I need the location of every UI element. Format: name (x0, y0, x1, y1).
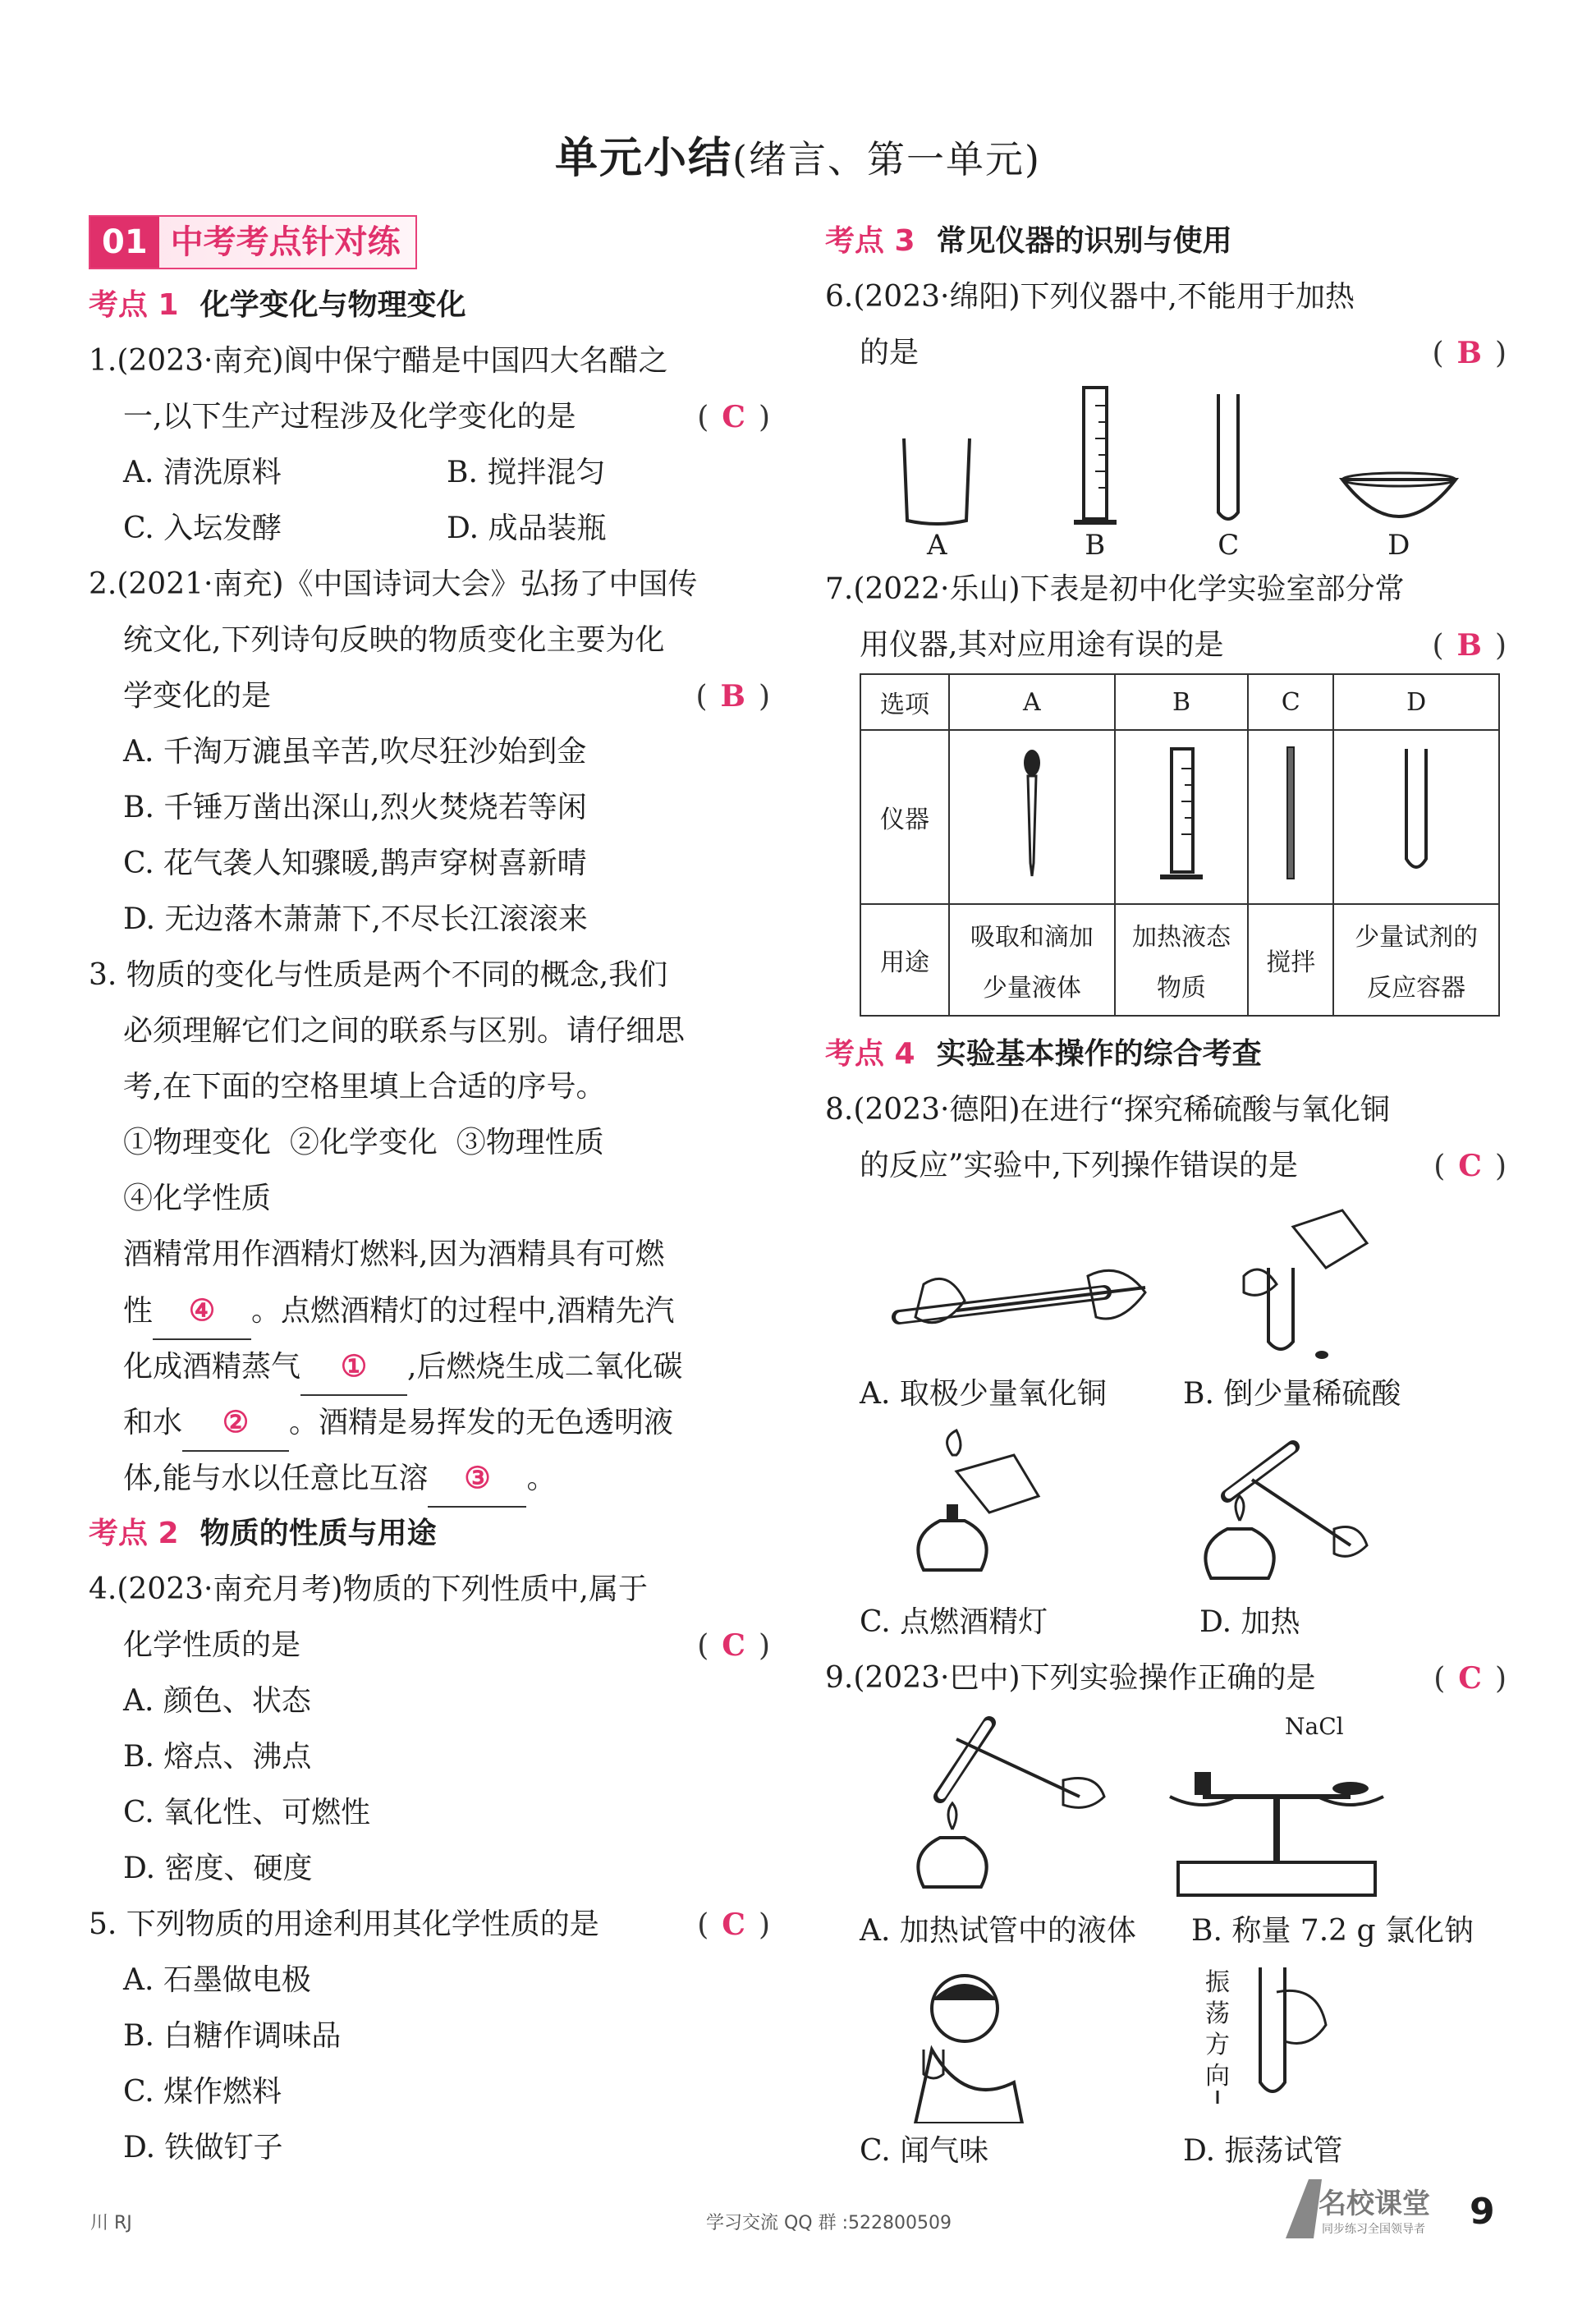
question-1: 1.(2023·南充)阆中保宁醋是中国四大名醋之 (89, 344, 668, 378)
blank-4: ③ (428, 1450, 526, 1508)
q9-figures-top (825, 1706, 1507, 1903)
balance-figure: NaCl (1153, 1706, 1433, 1903)
question-4: 4.(2023·南充月考)物质的下列性质中,属于 (89, 1572, 648, 1606)
question-7: 7.(2022·乐山)下表是初中化学实验室部分常 (825, 572, 1405, 606)
blank-3: ② (182, 1394, 289, 1452)
question-2: 2.(2021·南充)《中国诗词大会》弘扬了中国传 (89, 567, 698, 601)
question-9: 9.(2023·巴中)下列实验操作正确的是 ( C ) (825, 1650, 1507, 1706)
test-tube-figure: C (1212, 389, 1245, 562)
left-column: 01 中考考点针对练 考点 1 化学变化与物理变化 1.(2023·南充)阆中保宁醋是中国四大名醋之 一,以下生产过程涉及化学变化的是 ( C ) A. 清洗原料 B. 搅拌混匀 C. 入坛发酵 D. 成品装瓶 2.(2021·南充)《中国诗词大会》弘扬了中国传 统文化,下列诗句反映的物质变化主要为化 学变化的是 ( B ) A. 千淘万漉虽辛苦,吹尽狂沙始到金 B. 千锤万凿出深山,烈火焚烧若等闲 C. 花气袭人知骤暖,鹊声穿树喜新晴 D. 无边落木萧萧下,不尽长江滚滚来 3. 物质的变化与性质是两个不同的概念,我们 必须理解它们之间的联系与区别。请仔细思 考,在下面的空格里填上合适的序号。 ①物理变化 ②化学变化 ③物理性质 ④化学性质 酒精常用作酒精灯燃料,因为酒精具有可燃 性 ④ 。点燃酒精灯的过程中,酒精先汽 化成酒精蒸气 ① ,后燃烧生成二氧化碳 和水 ② 。酒精是易挥发的无色透明液 体,能与水以任意比互溶 ③ 。 考点 2 物质的性质与用途 4.(2023·南充月考)物质的下列性质中,属于 化学性质的是 ( C ) A. 颜色、状态 B. 熔点、沸点 C. 氧化性、可燃性 D. 密度、硬度 5. 下列物质的用途利用其化学性质的是 ( C ) A. 石墨做电极 B. 白糖作调味品 C. 煤作燃料 D. 铁做钉子 (89, 213, 770, 2176)
beaker-figure: A (896, 430, 978, 562)
question-3: 3. 物质的变化与性质是两个不同的概念,我们 (89, 958, 668, 992)
q9-figures-bottom (825, 1959, 1507, 2123)
tube-figure (1333, 730, 1499, 904)
graduated-cylinder-figure: B (1071, 381, 1120, 562)
answer-4: ( C ) (697, 1628, 770, 1663)
topic-1-heading: 考点 1 化学变化与物理变化 (89, 288, 466, 322)
answer-6: ( B ) (1432, 336, 1507, 370)
q8-figures-top (825, 1194, 1507, 1366)
section-header: 01 中考考点针对练 (89, 215, 417, 269)
shake-tube-figure (1153, 1959, 1433, 2123)
answer-9: ( C ) (1433, 1661, 1507, 1696)
instrument-table: 选项 A B C D 仪器 用途 吸取和滴加 少量液体 加热液态 物质 搅拌 少量试剂的 反应容器 (860, 673, 1500, 1017)
instrument-figures (825, 381, 1507, 562)
answer-1: ( C ) (697, 400, 770, 434)
topic-2-heading: 考点 2 物质的性质与用途 (89, 1517, 437, 1550)
blank-1: ④ (153, 1283, 251, 1340)
footer-qq-group: 学习交流 QQ 群 :522800509 (706, 2213, 952, 2233)
topic-3-heading: 考点 3 常见仪器的识别与使用 (825, 224, 1232, 258)
shake-direction-label: 振 荡 方 向 (1205, 1968, 1230, 2091)
dropper-figure (949, 730, 1115, 904)
smell-gas-figure (874, 1959, 1153, 2123)
blank-2: ① (300, 1338, 407, 1396)
footer-edition: 川 RJ (90, 2213, 132, 2233)
q8-figures-bottom (825, 1422, 1507, 1595)
page-number: 9 (1470, 2191, 1495, 2233)
glass-rod-figure (1248, 730, 1333, 904)
heating-figure (1153, 1422, 1433, 1595)
answer-7: ( B ) (1432, 628, 1507, 663)
answer-2: ( B ) (695, 679, 770, 714)
answer-5: ( C ) (697, 1907, 770, 1942)
light-alcohol-lamp-figure (874, 1422, 1153, 1595)
brand-logo: 名校课堂 同步练习全国领导者 (1281, 2176, 1453, 2242)
take-copper-oxide-figure (874, 1194, 1153, 1366)
evaporating-dish-figure: D (1337, 463, 1461, 562)
topic-4-heading: 考点 4 实验基本操作的综合考查 (825, 1037, 1262, 1071)
question-8: 8.(2023·德阳)在进行“探究稀硫酸与氧化铜 (825, 1093, 1390, 1127)
question-6: 6.(2023·绵阳)下列仪器中,不能用于加热 (825, 280, 1355, 314)
cylinder-figure (1115, 730, 1248, 904)
right-column: 考点 3 常见仪器的识别与使用 6.(2023·绵阳)下列仪器中,不能用于加热 的是 ( B ) A B C D 7.(2022·乐山)下表是初中化学实验室部分常 用仪器,其对应用途有误的是 ( B ) 选项 A B C D 仪器 用途 吸取和滴加 少量液体 加热液态 物质 搅拌 少量试剂的 反应容器 考点 4 实验基本操作的综合考查 8.(2023·德阳)在进行“探究稀硫酸与氧化铜 的反应”实验中,下列操作错误的是 ( C ) A. 取极少量氧化铜 B. 倒少量稀硫酸 C. 点燃酒精灯 D. 加热 9.(2023·巴中)下列实验操作正确的是 ( C ) NaCl A. 加热试管中的液体 B. 称量 7.2 g 氯化钠 振 荡 方 向 C. 闻气味 D. 振荡试管 (825, 213, 1507, 2179)
pour-sulfuric-acid-figure (1153, 1194, 1433, 1366)
answer-8: ( C ) (1433, 1149, 1507, 1183)
heat-liquid-figure (874, 1706, 1153, 1903)
question-5: 5. 下列物质的用途利用其化学性质的是 ( C ) (89, 1897, 770, 1953)
page-title: 单元小结(绪言、第一单元) (555, 133, 1041, 183)
